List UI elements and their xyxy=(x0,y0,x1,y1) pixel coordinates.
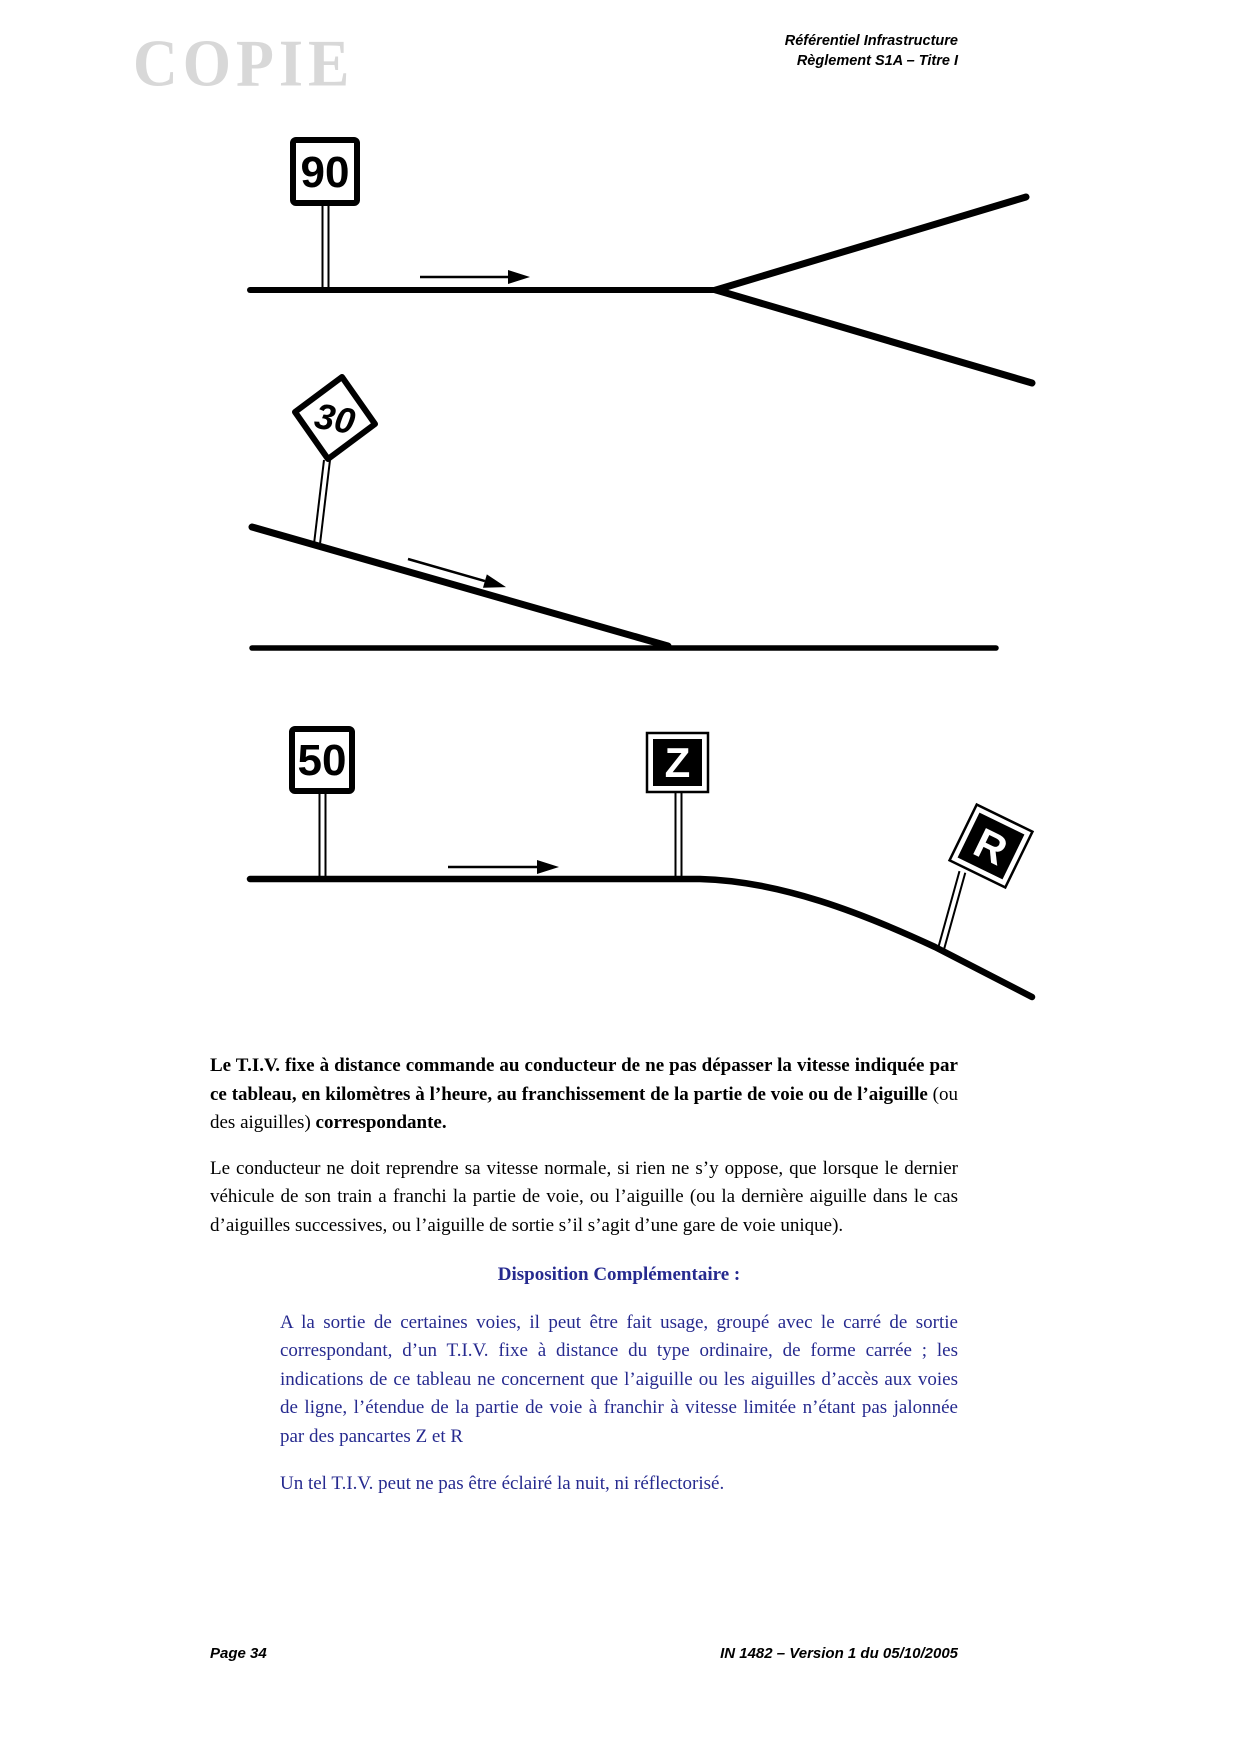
disposition-heading: Disposition Complémentaire : xyxy=(497,1264,741,1285)
diagram-tiv-30 xyxy=(252,377,996,648)
sign-50-label: 50 xyxy=(297,736,347,785)
pancarte-r-pole xyxy=(938,871,965,950)
disposition-paragraph-2: Un tel T.I.V. peut ne pas être éclairé la nuit, ni réflectorisé. xyxy=(280,1473,725,1494)
copie-watermark: COPIE xyxy=(133,27,355,101)
disposition-complementaire-block xyxy=(280,1261,958,1499)
pancarte-z-label: Z xyxy=(664,739,691,786)
footer-page-number: Page 34 xyxy=(210,1645,267,1662)
p1-bold-start: Le T.I.V. fixe à distance commande au conducteur de ne pas dépasser la vitesse indiquée par ce tableau, en kilomètres à l’heure, au franchissement de la partie de voie ou de l’aiguille xyxy=(210,1055,958,1105)
track-branch-up xyxy=(716,197,1026,290)
paragraph-tiv-rule xyxy=(210,1052,958,1138)
sign-90-label: 90 xyxy=(300,148,350,197)
paragraph-conductor-rule: Le conducteur ne doit reprendre sa vitesse normale, si rien ne s’y oppose, que lorsque le dernier véhicule de son train a franchi la partie de voie, ou l’aiguille (ou la dernière aiguille dans le cas d’aiguilles successives, ou l’aiguille de sortie s’il s’agit d’une gare de voie unique). xyxy=(210,1157,958,1236)
track-incline xyxy=(252,527,668,646)
footer-document-version: IN 1482 – Version 1 du 05/10/2005 xyxy=(720,1645,958,1662)
p1-bold-end: correspondante. xyxy=(315,1112,447,1133)
direction-arrow-3 xyxy=(448,860,559,874)
arrowhead-icon xyxy=(508,270,530,284)
pancarte-r-plate xyxy=(950,805,1033,888)
arrowhead-icon xyxy=(537,860,559,874)
pancarte-r-label: R xyxy=(966,818,1015,875)
diagram-tiv-50-z-r xyxy=(250,729,1032,997)
body-text xyxy=(210,1052,958,1518)
diagram-tiv-90 xyxy=(250,140,1032,383)
track-main-3 xyxy=(250,879,1032,997)
page-footer xyxy=(210,1645,958,1662)
track-branch-down xyxy=(716,290,1032,383)
direction-arrow-1 xyxy=(420,270,530,284)
sign-30-label: 30 xyxy=(311,394,359,443)
p1-regular-part: (ou des aiguilles) xyxy=(210,1083,958,1133)
header-line-1: Référentiel Infrastructure xyxy=(784,33,958,49)
disposition-paragraph-1: A la sortie de certaines voies, il peut être fait usage, groupé avec le carré de sortie correspondant, d’un T.I.V. fixe à distance du type ordinaire, de forme carrée ; les indications de ce tableau ne concernent que l’aiguille ou les aiguilles d’accès aux voies de ligne, l’étendue de la partie de voie à franchir à vitesse limitée n’étant pas jalonnée par des pancartes Z et R xyxy=(280,1311,958,1447)
header-line-2: Règlement S1A – Titre I xyxy=(796,53,958,69)
